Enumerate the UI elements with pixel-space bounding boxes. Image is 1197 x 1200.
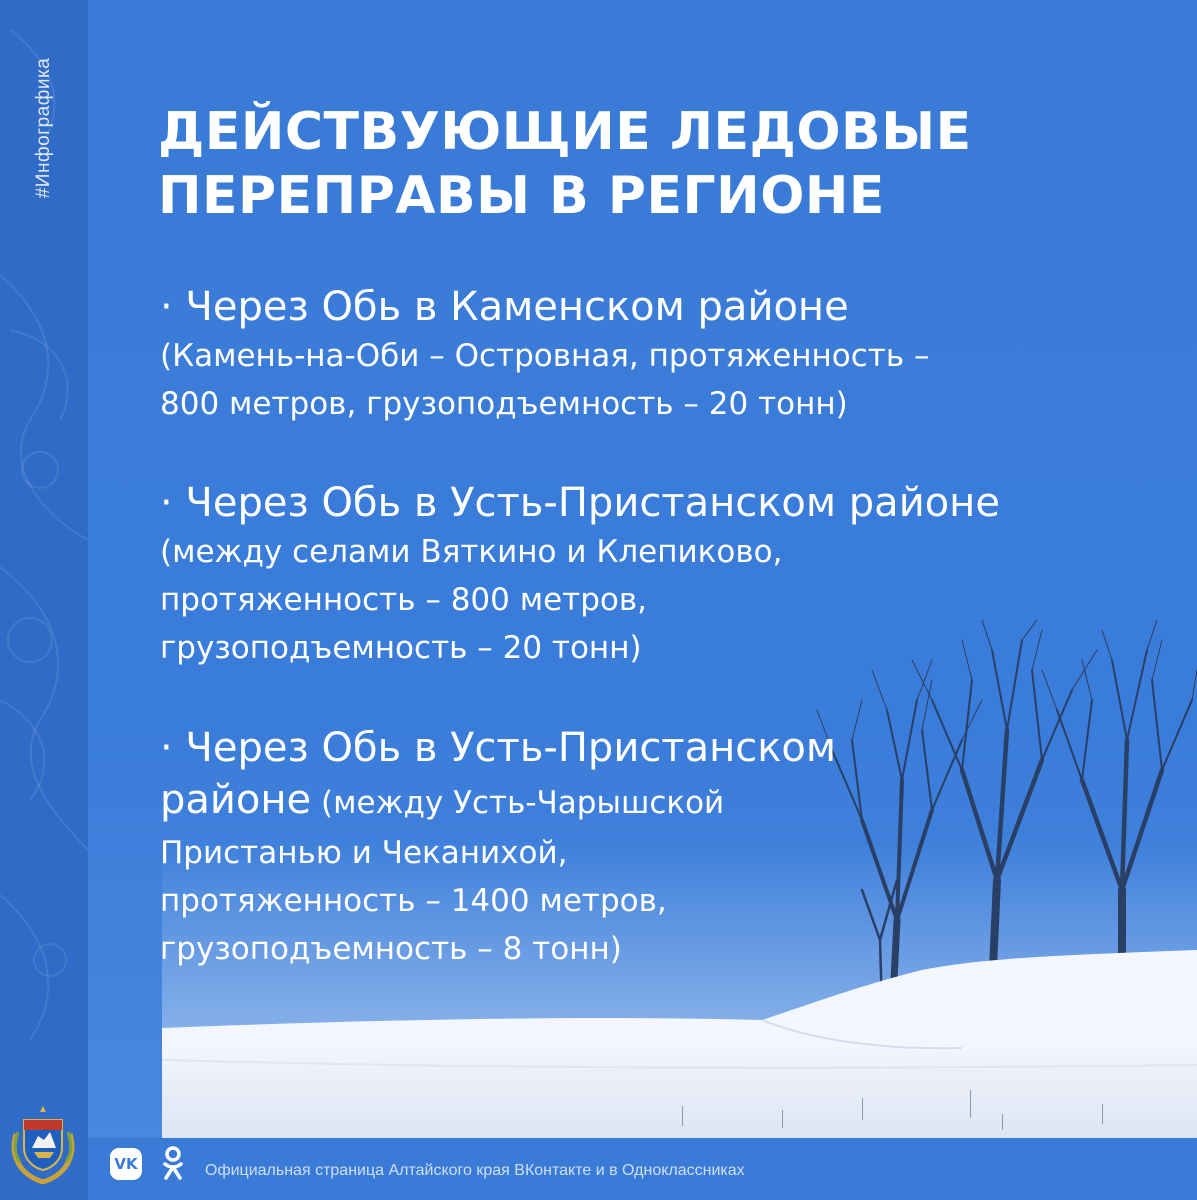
detail-line: протяженность – 800 метров,	[160, 582, 648, 618]
detail-line: (между селами Вяткино и Клепиково,	[160, 534, 783, 570]
heading-word: районе	[160, 777, 312, 823]
crossing-item-heading: · Через Обь в Усть-Пристанском	[160, 725, 837, 771]
detail-line: (Камень-на-Оби – Островная, протяженность –	[160, 338, 930, 374]
detail-line: грузоподъемность – 20 тонн)	[160, 630, 642, 666]
crossing-item	[160, 722, 1140, 973]
crossing-item-details	[160, 528, 1140, 672]
ok-icon[interactable]	[162, 1146, 184, 1182]
sidebar-hashtag: #Инфографика	[33, 57, 54, 199]
detail-inline: (между Усть-Чарышской	[311, 785, 725, 821]
detail-line: 800 метров, грузоподъемность – 20 тонн)	[160, 386, 848, 422]
emblem-icon	[8, 1104, 78, 1184]
crossing-item-heading: · Через Обь в Усть-Пристанском районе	[160, 480, 1000, 526]
crossing-item-details	[160, 829, 1140, 973]
detail-line: грузоподъемность – 8 тонн)	[160, 931, 622, 967]
footer-caption: Официальная страница Алтайского края ВКонтакте и в Одноклассниках	[205, 1162, 745, 1179]
crossing-item-heading: · Через Обь в Каменском районе	[160, 284, 849, 330]
crossing-item	[160, 478, 1140, 672]
crossing-item	[160, 282, 1140, 428]
title-line-2: ПЕРЕПРАВЫ В РЕГИОНЕ	[158, 166, 885, 226]
crossing-item-heading-continued	[160, 774, 1140, 829]
sidebar	[0, 0, 88, 1200]
title-line-1: ДЕЙСТВУЮЩИЕ ЛЕДОВЫЕ	[158, 102, 972, 162]
vk-icon[interactable]: VK	[110, 1148, 142, 1180]
page-title	[158, 100, 1158, 228]
detail-line: протяженность – 1400 метров,	[160, 883, 667, 919]
crossing-item-details	[160, 332, 1140, 428]
detail-line: Пристанью и Чеканихой,	[160, 835, 568, 871]
